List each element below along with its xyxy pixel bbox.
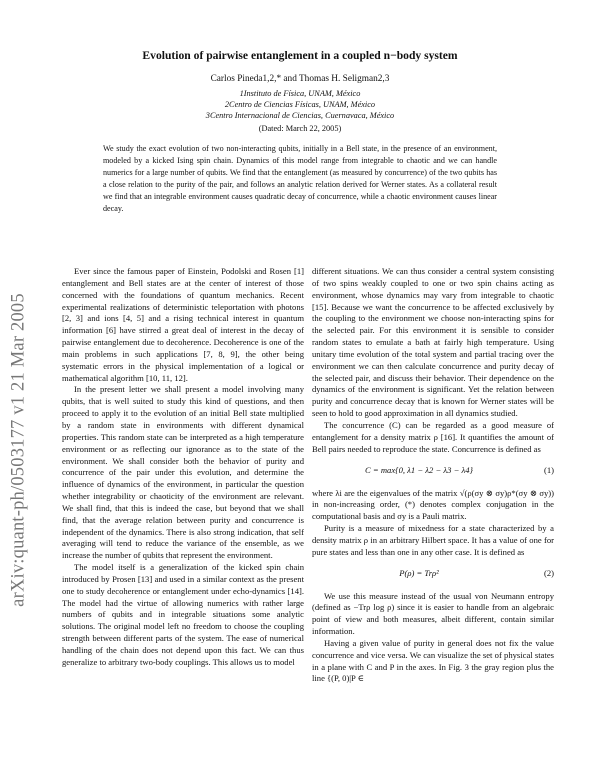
equation-number: (1): [543, 464, 554, 475]
abstract: We study the exact evolution of two non-interacting qubits, initially in a Bell state, in the presence of an environment, modeled by a kicked Ising spin chain. Dynamics of this model range from integrable to chaotic and we can handle numerics for a large number of qubits. We find that the entanglement (as measured by concurrence) of the two qubits has a close relation to the purity of the pair, and follows an analytic relation derived for Werner states. As a collateral result we find that an integrable environment causes quadratic decay of concurrence, while a chaotic environment causes linear decay.: [103, 144, 497, 214]
equation-2: [312, 563, 554, 587]
paragraph: Having a given value of purity in general does not fix the value concurrence and vice versa. We can visualize the set of physical states in a plane with C and P in the axes. In Fig. 3 the gray region plus the line {(P, 0)|P ∈: [312, 637, 554, 684]
equation-expression: P(ρ) = Trρ²: [399, 567, 439, 578]
paragraph: Ever since the famous paper of Einstein, Podolski and Rosen [1] entanglement and Bell states are at the center of interest of those concerned with the foundations of quantum mechanics. Recent experimental realizations of deterministic teleportation with photons [2, 3] and ions [4, 5] and a rising technical interest in quantum information [6] have stirred a great deal of interest in the decay of pairwise entanglement due to decoherence. Decoherence is one of the main problems in such applications [7, 8, 9], the other being systematic errors in the physical implementation of a logical or mathematical algorithm [10, 11, 12].: [62, 266, 304, 383]
paragraph: We use this measure instead of the usual von Neumann entropy (defined as −Trρ log ρ) since it is easier to handle from an algebraic point of view and both measures, albeit different, contain similar information.: [312, 590, 554, 637]
left-column: [62, 266, 304, 669]
dated-line: (Dated: March 22, 2005): [258, 124, 342, 133]
affiliation-2: 2Centro de Ciencias Físicas, UNAM, México: [224, 100, 376, 109]
arxiv-stamp: [4, 293, 34, 607]
authors: Carlos Pineda1,2,* and Thomas H. Seligman2,3: [210, 74, 390, 84]
equation-number: (2): [543, 567, 554, 578]
paragraph: where λi are the eigenvalues of the matrix √(ρ(σy ⊗ σy)ρ*(σy ⊗ σy)) in non-increasing order, (*) denotes complex conjugation in the computational basis and σy is a Pauli matrix.: [312, 487, 554, 522]
paragraph: In the present letter we shall present a model involving many qubits, that is well suited to study this kind of questions, and then proceed to apply it to the evolution of an initial Bell state multiplied by a random state in environments with different dynamical properties. This random state can be interpreted as a high temperature environment or as reflecting our ignorance as to the state of the environment. We shall consider both the behavior of purity and concurrence of the pair under this evolution, and determine the influence of dynamics of the environment, in particular the question whether integrability or chaoticity of the environment are relevant. We shall find, that this is indeed the case, but beyond that we shall find, that the average relation between purity and concurrence is independent of the dynamics. There is also strong indication, that self averaging will tend to reduce the variance of the ensemble, as we increase the number of qubits that represent the environment.: [62, 384, 304, 561]
equation-1: [312, 460, 554, 484]
paragraph: different situations. We can thus consider a central system consisting of two spins weakly coupled to one or two spin chains acting as environment, whose dynamics may vary from integrable to chaotic [15]. Because we want the concurrence to be affected exclusively by the coupling to the environment we choose non-interacting spins for the selected pair. For this environment it is sensible to consider random states to emulate a bath at fairly high temperature. Using unitary time evolution of the total system and partial tracing over the environment we can then calculate concurrence and purity decay of the selected pair, and discuss their behavior. Their dependence on the dynamics of the environment is significant. Yet the relation between purity and concurrence decay that is known for Werner states will be seen to hold to good approximation in all dynamics studied.: [312, 266, 554, 419]
affiliation-3: 3Centro Internacional de Ciencias, Cuernavaca, México: [205, 111, 395, 120]
paragraph: Purity is a measure of mixedness for a state characterized by a density matrix ρ in an arbitrary Hilbert space. It has a value of one for pure states and less than one in any other case. It is defined as: [312, 523, 554, 557]
right-column: [312, 266, 554, 685]
paragraph: The concurrence (C) can be regarded as a good measure of entanglement for a density matrix ρ [16]. It quantifies the amount of Bell pairs needed to reproduce the state. Concurrence is defined as: [312, 419, 554, 454]
arxiv-identifier: arXiv:quant-ph/0503177 v1 21 Mar 2005: [8, 293, 29, 607]
affiliation-1: 1Instituto de Física, UNAM, México: [239, 89, 361, 98]
paper-title: Evolution of pairwise entanglement in a coupled n−body system: [142, 49, 458, 62]
equation-expression: C = max{0, λ1 − λ2 − λ3 − λ4}: [365, 464, 473, 475]
paragraph: The model itself is a generalization of the kicked spin chain introduced by Prosen [13] and used in a similar context as the present one to study decoherence or entanglement under echo-dynamics [14]. The model had the virtue of allowing numerics with rather large numbers of qubits and in integrable situations some analytic solutions. The original model left no freedom to choose the coupling strength between different parts of the system. The ease of numerical handling of the chain does not depend upon this fact. We can thus generalize to arbitrary two-body couplings. This allows us to model: [62, 562, 304, 667]
